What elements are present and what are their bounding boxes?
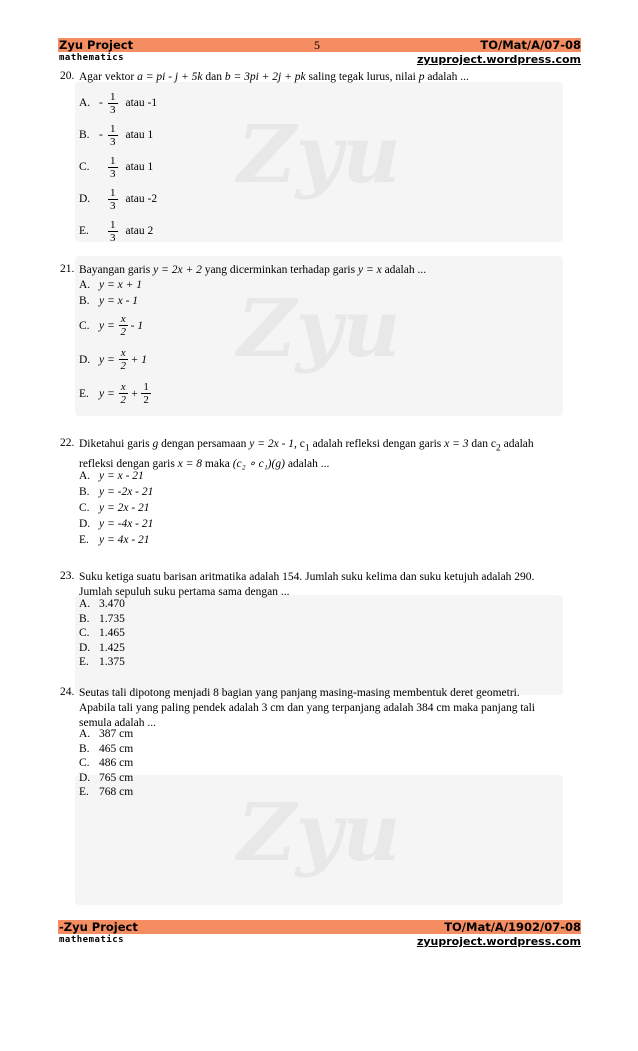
answer-option[interactable]: [79, 642, 125, 654]
question-21-text: Bayangan garis y = 2x + 2 yang dicerminkan terhadap garis y = x adalah ...: [79, 264, 427, 276]
option-letter: B.: [79, 294, 90, 307]
option-letter: A.: [79, 278, 91, 291]
watermark-panel: [75, 775, 563, 905]
question-number: 20.: [60, 70, 75, 82]
option-letter: A.: [79, 598, 91, 610]
question-22-text: Diketahui garis g dengan persamaan y = 2x - 1, $c_1$ adalah refleksi dengan garis x = 3 dan $c_2$ adalah refleksi dengan garis x = 8 maka (c₂ ∘ c₁)(g) adalah ...: [79, 438, 534, 471]
option-letter: B.: [79, 486, 90, 498]
answer-option[interactable]: [79, 743, 133, 755]
option-text: atau -2: [125, 193, 158, 205]
watermark-text: Zyu: [237, 281, 401, 375]
option-text: y = -2x - 21: [99, 486, 154, 498]
question-number: 23.: [60, 570, 75, 582]
option-text: 1.375: [99, 656, 125, 668]
answer-option[interactable]: [79, 470, 144, 482]
option-text: 1.735: [99, 612, 125, 625]
option-letter: B.: [79, 129, 90, 141]
vector-b-expression: b = 3pi + 2j + pk: [224, 71, 306, 83]
option-text: y = 2x - 21: [99, 502, 150, 514]
answer-option[interactable]: [79, 613, 125, 625]
option-text: atau 1: [125, 129, 154, 141]
option-fraction: $\frac{1}{2}$: [143, 381, 149, 406]
answer-option[interactable]: [79, 786, 133, 798]
footer-title: -Zyu Project: [59, 920, 138, 934]
option-fraction: $\frac{x}{2}$: [120, 347, 126, 372]
option-letter: D.: [79, 641, 91, 654]
option-fraction: $\frac{1}{3}$: [110, 186, 116, 212]
option-letter: E.: [79, 534, 89, 546]
answer-option[interactable]: [79, 598, 125, 610]
option-sign: -: [99, 97, 103, 109]
option-letter: C.: [79, 161, 90, 173]
answer-option[interactable]: [79, 518, 153, 530]
answer-option[interactable]: [79, 186, 157, 212]
mirror-line: y = x: [357, 264, 382, 276]
option-text: 765 cm: [99, 771, 134, 784]
option-fraction: $\frac{1}{3}$: [110, 90, 116, 116]
option-letter: A.: [79, 97, 91, 109]
answer-option[interactable]: [79, 656, 125, 668]
header-url-link[interactable]: zyuproject.wordpress.com: [416, 53, 581, 66]
option-letter: B.: [79, 742, 90, 755]
header-code: TO/Mat/A/07-08: [480, 38, 581, 52]
option-text: y = -4x - 21: [99, 518, 154, 530]
option-letter: C.: [79, 627, 90, 639]
footer-code: TO/Mat/A/1902/07-08: [444, 920, 581, 934]
option-letter: A.: [79, 470, 91, 482]
answer-option[interactable]: [79, 277, 142, 292]
option-letter: E.: [79, 656, 89, 668]
option-text: atau 1: [125, 161, 154, 173]
question-20-text: Agar vektor a = pi - j + 5k dan b = 3pi + 2j + pk saling tegak lurus, nilai p adalah ...: [79, 71, 469, 83]
page-number: 5: [314, 38, 320, 52]
option-text: atau 2: [125, 225, 154, 237]
watermark-text: Zyu: [237, 107, 401, 201]
answer-option[interactable]: [79, 757, 133, 769]
option-fraction: $\frac{1}{3}$: [110, 122, 116, 148]
answer-option[interactable]: [79, 627, 125, 639]
footer-url-link[interactable]: zyuproject.wordpress.com: [416, 935, 581, 948]
answer-option[interactable]: [79, 154, 153, 180]
option-letter: D.: [79, 518, 91, 530]
composition-expression: (c₂ ∘ c₁)(g): [232, 458, 285, 471]
option-text: 1.425: [99, 641, 125, 654]
option-letter: D.: [79, 193, 91, 205]
option-text: atau -1: [125, 97, 158, 109]
option-fraction: $\frac{1}{3}$: [110, 154, 116, 180]
answer-option[interactable]: [79, 90, 157, 116]
question-23-text: Suku ketiga suatu barisan aritmatika adalah 154. Jumlah suku kelima dan suku ketujuh adalah 290. Jumlah sepuluh suku pertama sama dengan ...: [79, 571, 535, 598]
option-letter: A.: [79, 728, 91, 740]
answer-option[interactable]: [79, 486, 153, 498]
option-text: y = x - 1: [99, 294, 139, 307]
watermark-panel: [75, 595, 563, 695]
option-letter: D.: [79, 771, 91, 784]
line-equation: y = 2x + 2: [153, 264, 202, 276]
option-text: y = x - 21: [99, 470, 144, 482]
answer-option[interactable]: [79, 218, 153, 244]
option-letter: C.: [79, 319, 90, 332]
option-text: 3.470: [99, 598, 125, 610]
line-equation: y = 2x - 1: [249, 438, 295, 450]
header-subtitle: mathematics: [59, 53, 125, 63]
option-sign: -: [99, 129, 103, 141]
answer-option[interactable]: [79, 772, 133, 784]
question-number: 24.: [60, 686, 75, 698]
watermark-text: Zyu: [237, 785, 401, 879]
footer-subtitle: mathematics: [59, 935, 125, 945]
answer-option[interactable]: [79, 728, 133, 740]
option-letter: C.: [79, 757, 90, 769]
option-fraction: $\frac{x}{2}$: [120, 381, 126, 406]
header-title: Zyu Project: [59, 38, 134, 52]
option-text: 486 cm: [99, 757, 134, 769]
answer-option[interactable]: [79, 534, 150, 546]
answer-option[interactable]: [79, 293, 138, 308]
answer-option[interactable]: D. y = $\frac{x}{2}$ + 1: [79, 347, 148, 372]
option-text: 465 cm: [99, 742, 134, 755]
answer-option[interactable]: [79, 502, 150, 514]
answer-option[interactable]: [79, 122, 153, 148]
option-letter: E.: [79, 225, 89, 237]
vector-a-expression: a = pi - j + 5k: [137, 71, 203, 83]
option-letter: E.: [79, 387, 89, 400]
option-text: 387 cm: [99, 728, 134, 740]
option-letter: C.: [79, 502, 90, 514]
option-text: 768 cm: [99, 786, 134, 798]
answer-option[interactable]: C. y = $\frac{x}{2}$ - 1: [79, 313, 144, 338]
option-text: y = x + 1: [99, 278, 142, 291]
question-24-text: Seutas tali dipotong menjadi 8 bagian yang panjang masing-masing membentuk deret geometri. Apabila tali yang paling pendek adalah 3 cm dan yang terpanjang adalah 384 cm maka panjang tali semula adalah ...: [79, 687, 536, 729]
option-fraction: $\frac{1}{3}$: [110, 218, 116, 244]
option-letter: B.: [79, 612, 90, 625]
question-number: 21.: [60, 263, 75, 275]
option-text: y = 4x - 21: [99, 534, 150, 546]
question-number: 22.: [60, 437, 75, 449]
option-letter: D.: [79, 353, 91, 366]
option-fraction: $\frac{x}{2}$: [120, 313, 126, 338]
option-letter: E.: [79, 786, 89, 798]
answer-option[interactable]: E. y = $\frac{x}{2}$ + $\frac{1}{2}$: [79, 381, 149, 406]
option-text: 1.465: [99, 627, 125, 639]
